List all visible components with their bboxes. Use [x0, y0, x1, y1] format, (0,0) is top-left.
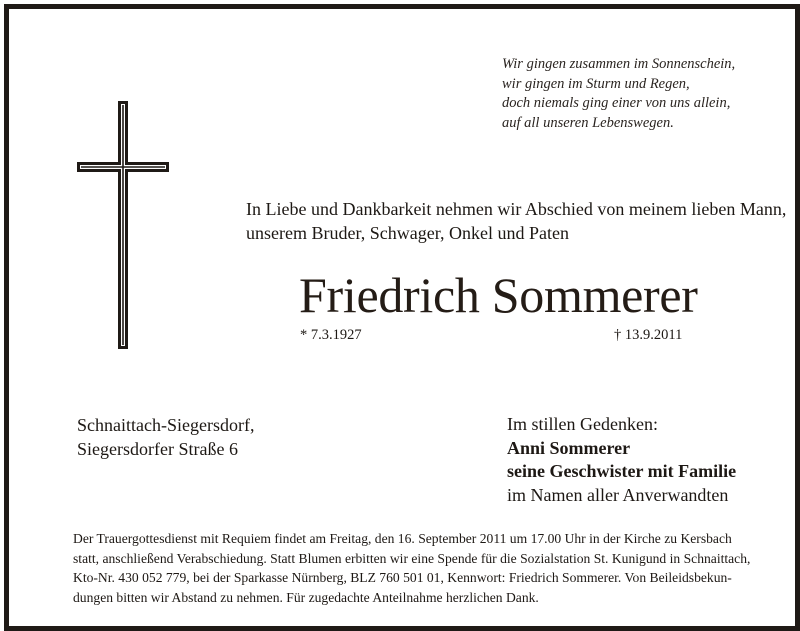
cross-icon	[77, 101, 169, 349]
notice-line: statt, anschließend Verabschiedung. Statt Blumen erbitten wir eine Spende für die Sozialstation St. Kunigund in Schnaittach,	[73, 550, 751, 566]
poem-line: auf all unseren Lebenswegen.	[502, 114, 674, 131]
notice-line: dungen bitten wir Abstand zu nehmen. Für zugedachte Anteilnahme herzlichen Dank.	[73, 589, 539, 605]
death-date: † 13.9.2011	[614, 327, 683, 343]
deceased-name: Friedrich Sommerer	[299, 267, 698, 323]
poem	[502, 55, 735, 133]
intro-line: In Liebe und Dankbarkeit nehmen wir Abschied von meinem lieben Mann,	[246, 199, 787, 219]
notice-line: Der Trauergottesdienst mit Requiem findet am Freitag, den 16. September 2011 um 17.00 Uhr in der Kirche zu Kersbach	[73, 531, 732, 546]
address-line: Siegersdorfer Straße 6	[77, 439, 238, 459]
intro-line: unserem Bruder, Schwager, Onkel und Paten	[246, 223, 569, 243]
poem-line: Wir gingen zusammen im Sonnenschein,	[502, 56, 736, 72]
mourner-name: seine Geschwister mit Familie	[507, 461, 737, 481]
mourner-name: Anni Sommerer	[507, 437, 631, 458]
poem-line: doch niemals ging einer von uns allein,	[502, 95, 731, 111]
mourners	[507, 413, 736, 507]
address-line: Schnaittach-Siegersdorf,	[77, 415, 255, 435]
mourners-footer: im Namen aller Anverwandten	[507, 484, 729, 505]
funeral-notice	[73, 529, 749, 607]
poem-line: wir gingen im Sturm und Regen,	[502, 75, 690, 92]
obituary-frame	[4, 4, 800, 631]
address	[77, 413, 254, 461]
intro-text	[246, 197, 786, 245]
notice-line: Kto-Nr. 430 052 779, bei der Sparkasse Nürnberg, BLZ 760 501 01, Kennwort: Friedrich Sommerer. Von Beileidsbekun-	[73, 570, 732, 586]
mourners-heading: Im stillen Gedenken:	[507, 414, 658, 434]
birth-date: * 7.3.1927	[300, 327, 362, 343]
